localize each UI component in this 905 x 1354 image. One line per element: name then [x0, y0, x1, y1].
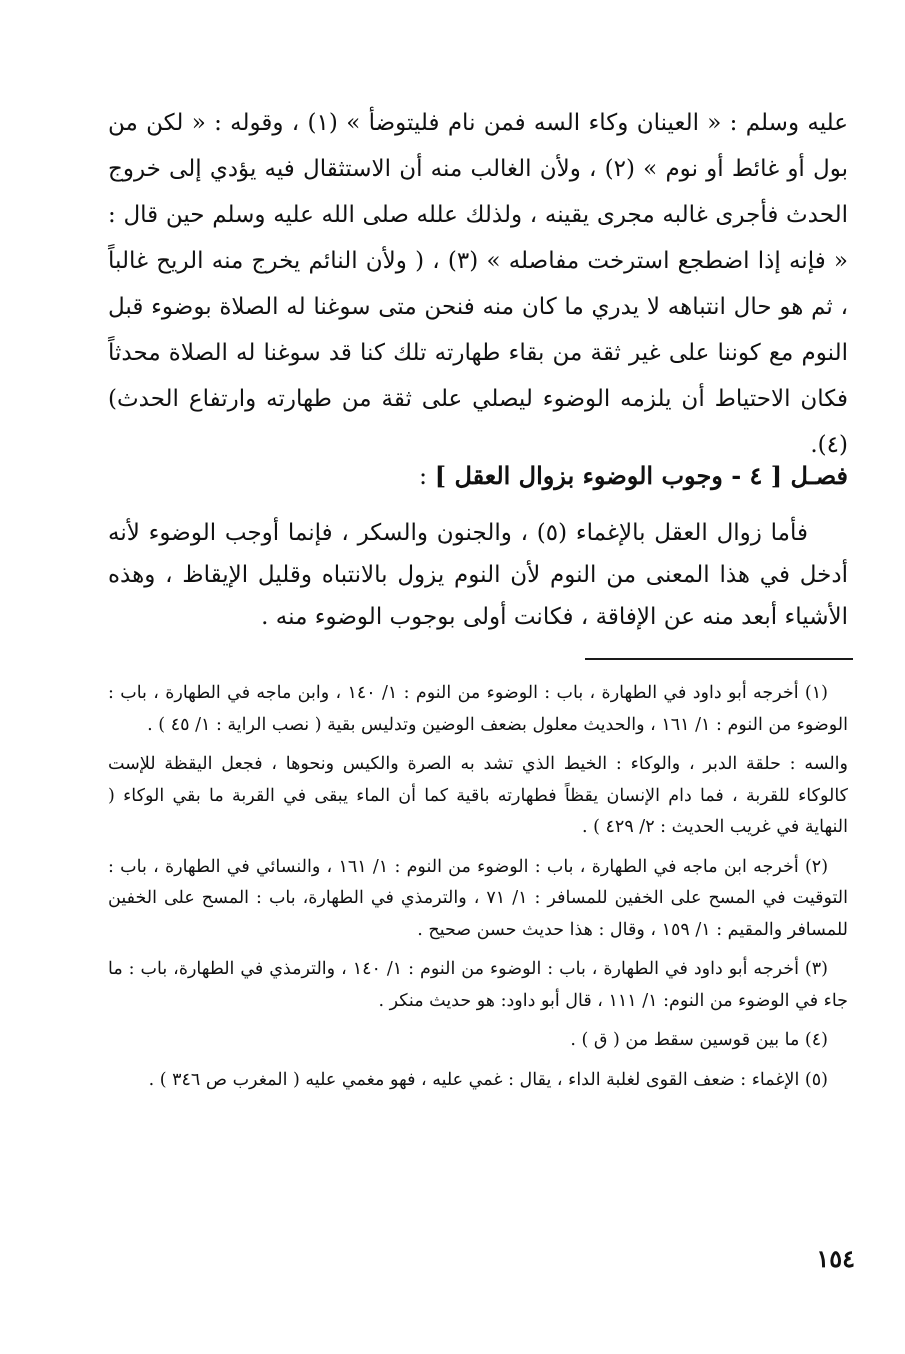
section-title: فصـل [ ٤ - وجوب الوضوء بزوال العقل ] [434, 461, 848, 490]
footnote-3: (٣) أخرجه أبو داود في الطهارة ، باب : الوضوء من النوم : ١/ ١٤٠ ، والترمذي في الطهارة، باب : ما جاء في الوضوء من النوم: ١/ ١١١ ، قال أبو داود: هو حديث منكر . [108, 959, 848, 1011]
footnote-separator [585, 658, 853, 660]
main-paragraph: عليه وسلم : « العينان وكاء السه فمن نام فليتوضأ » (١) ، وقوله : « لكن من بول أو غائط أو نوم » (٢) ، ولأن الغالب منه أن الاستثقال فيه يؤدي إلى خروج الحدث فأجرى غالبه مجرى يقينه ، ولذلك علله صلى الله عليه وسلم حين قال : « فإنه إذا اضطجع استرخت مفاصله » (٣) ، ( ولأن النائم يخرج منه الريح غالباً ، ثم هو حال انتباهه لا يدري ما كان منه فنحن متى سوغنا له الصلاة بوضوء قبل النوم مع كوننا على غير ثقة من بقاء طهارته تلك كنا قد سوغنا له الصلاة محدثاً فكان الاحتياط أن يلزمه الوضوء ليصلي على ثقة من طهارته وارتفاع الحدث)(٤). [108, 110, 848, 458]
section-heading [108, 456, 848, 496]
footnote-4: (٤) ما بين قوسين سقط من ( ق ) . [570, 1030, 828, 1050]
main-text-block [108, 100, 848, 468]
section-paragraph: فأما زوال العقل بالإغماء (٥) ، والجنون والسكر ، فإنما أوجب الوضوء لأنه أدخل في هذا المعنى من النوم لأن النوم يزول بالانتباه وقليل الإيقاظ ، وهذه الأشياء أبعد منه عن الإفاقة ، فكانت أولى بوجوب الوضوء منه . [108, 520, 848, 630]
footnote-1: (١) أخرجه أبو داود في الطهارة ، باب : الوضوء من النوم : ١/ ١٤٠ ، وابن ماجه في الطهارة ، باب : الوضوء من النوم : ١/ ١٦١ ، والحديث معلول بضعف الوضين وتدليس بقية ( نصب الراية : ١/ ٤٥ ) . [108, 683, 848, 735]
section-body [108, 512, 848, 638]
section-title-tail: : [419, 462, 435, 490]
footnotes [108, 678, 848, 1104]
page-number: ١٥٤ [816, 1244, 855, 1273]
footnote-2: (٢) أخرجه ابن ماجه في الطهارة ، باب : الوضوء من النوم : ١/ ١٦١ ، والنسائي في الطهارة ، باب : التوقيت في المسح على الخفين للمسافر : ١/ ٧١ ، والترمذي في الطهارة، باب : المسح على الخفين للمسافر والمقيم : ١/ ١٥٩ ، وقال : هذا حديث حسن صحيح . [108, 856, 848, 940]
footnote-5: (٥) الإغماء : ضعف القوى لغلبة الداء ، يقال : غمي عليه ، فهو مغمي عليه ( المغرب ص ٣٤٦ ) . [148, 1069, 828, 1090]
footnote-1-continued: والسه : حلقة الدبر ، والوكاء : الخيط الذي تشد به الصرة والكيس ونحوها ، فجعل اليقظة للإست كالوكاء للقربة ، فما دام الإنسان يقظاً فطهارته باقية كما أن الماء يبقى في القربة ما بقي الوكاء ( النهاية في غريب الحديث : ٢/ ٤٢٩ ) . [108, 754, 848, 837]
